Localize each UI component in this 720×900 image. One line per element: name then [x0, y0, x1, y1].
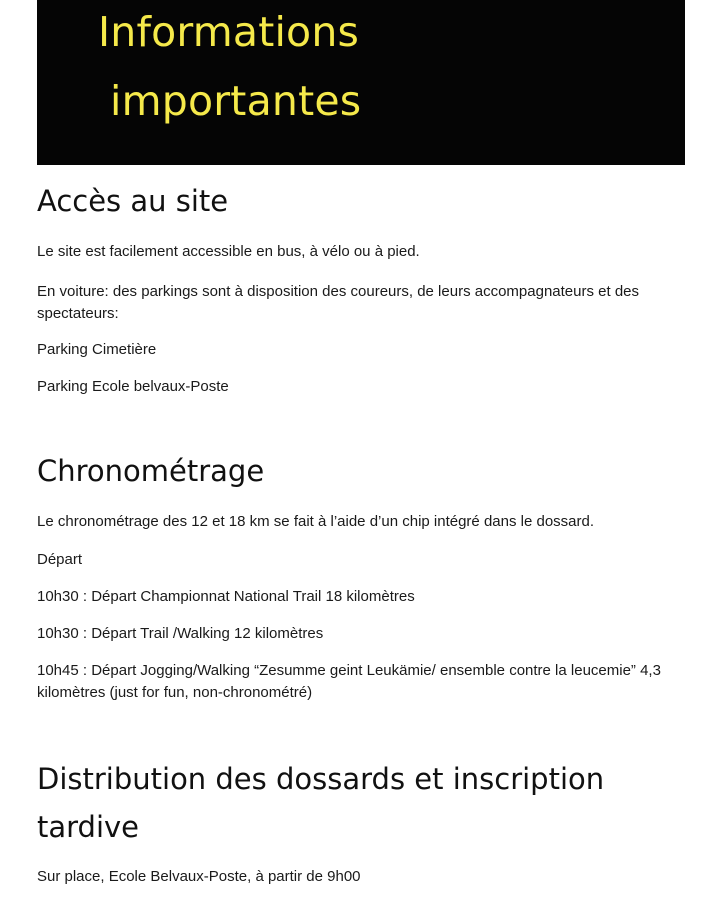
bibs-paragraph: Sur place, Ecole Belvaux-Poste, à partir de 9h00 — [37, 868, 361, 885]
banner-title-line-2: importantes — [110, 77, 362, 125]
section-title-timing: Chronométrage — [37, 454, 265, 488]
access-paragraph: En voiture: des parkings sont à disposition des coureurs, de leurs accompagnateurs et des spectateurs: — [37, 283, 640, 322]
start-time-item: 10h30 : Départ Trail /Walking 12 kilomètres — [37, 625, 324, 642]
parking-item: Parking Cimetière — [37, 341, 157, 358]
header-banner — [37, 0, 685, 165]
timing-paragraph: Le chronométrage des 12 et 18 km se fait à l’aide d’un chip intégré dans le dossard. — [37, 513, 595, 530]
start-time-item: 10h45 : Départ Jogging/Walking “Zesumme geint Leukämie/ ensemble contre la leucemie” 4,3 kilomètres (just for fun, non-chronométré) — [37, 662, 661, 701]
timing-paragraph: Départ — [37, 551, 83, 568]
banner-title-line-1: Informations — [98, 8, 360, 56]
access-paragraph: Le site est facilement accessible en bus, à vélo ou à pied. — [37, 243, 420, 260]
start-time-item: 10h30 : Départ Championnat National Trail 18 kilomètres — [37, 588, 415, 605]
section-title-access: Accès au site — [37, 184, 229, 218]
section-title-bibs: Distribution des dossards et inscription tardive — [37, 762, 605, 844]
parking-item: Parking Ecole belvaux-Poste — [37, 378, 229, 395]
